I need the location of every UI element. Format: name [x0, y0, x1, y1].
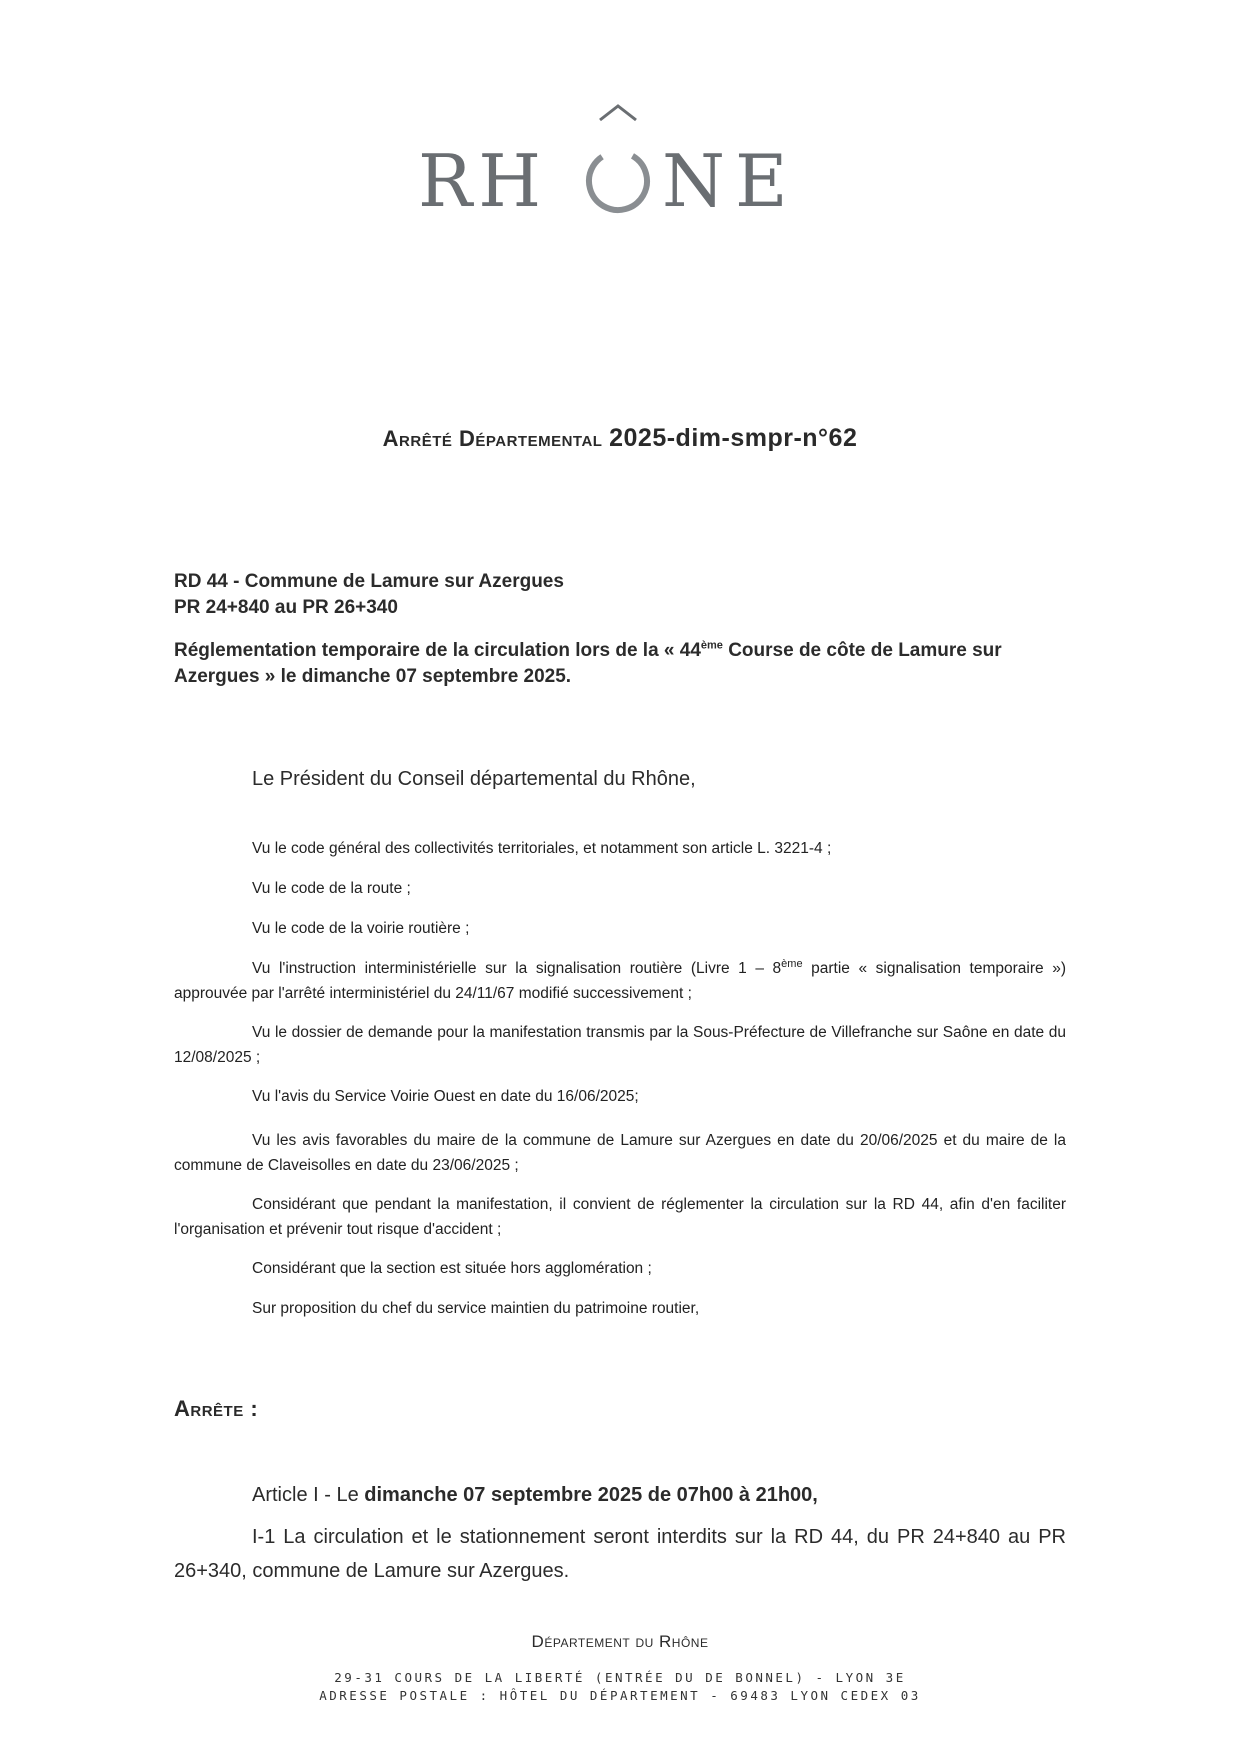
visa-4 — [174, 956, 1066, 1006]
visa-1: Vu le code général des collectivités territoriales, et notamment son article L. 3221-4 ; — [252, 840, 832, 857]
subject-reglementation — [174, 638, 1074, 690]
svg-text:NE: NE — [662, 139, 798, 223]
reglementation-part-b: Course de côte de Lamure sur Azergues » le dimanche 07 septembre 2025. — [174, 640, 1002, 687]
ring-icon — [578, 141, 657, 220]
visa-8 — [174, 1192, 1066, 1242]
arrete-heading: Arrête : — [174, 1396, 259, 1421]
visa-8-text: Considérant que pendant la manifestation, il convient de réglementer la circulation sur la RD 44, afin d'en faciliter l'organisation et prévenir tout risque d'accident ; — [174, 1196, 1066, 1238]
subject-road — [174, 569, 564, 621]
footer-org: Département du Rhône — [531, 1632, 709, 1651]
visa-6: Vu l'avis du Service Voirie Ouest en date du 16/06/2025; — [252, 1088, 639, 1105]
visa-3: Vu le code de la voirie routière ; — [252, 920, 470, 937]
visa-5 — [174, 1020, 1066, 1070]
visa-4-part-b: partie « signalisation temporaire ») approuvée par l'arrêté interministériel du 24/11/67 modifié successivement ; — [174, 960, 1066, 1002]
pr-line: PR 24+840 au PR 26+340 — [174, 597, 398, 618]
article-1-heading — [252, 1484, 818, 1507]
visa-4-part-a: Vu l'instruction interministérielle sur la signalisation routière (Livre 1 – 8 — [252, 960, 782, 977]
article-1-date: dimanche 07 septembre 2025 de 07h00 à 21h00, — [364, 1484, 818, 1506]
reglementation-part-a: Réglementation temporaire de la circulation lors de la « 44 — [174, 640, 701, 661]
road-line: RD 44 - Commune de Lamure sur Azergues — [174, 571, 564, 592]
reglementation-sup: ème — [700, 639, 723, 652]
visa-9: Considérant que la section est située hors agglomération ; — [252, 1260, 652, 1277]
president-line: Le Président du Conseil départemental du Rhône, — [252, 768, 696, 790]
footer-address-1: 29-31 COURS DE LA LIBERTÉ (ENTRÉE DU DE BONNEL) - LYON 3E — [334, 1670, 906, 1685]
visa-10: Sur proposition du chef du service maintien du patrimoine routier, — [252, 1300, 700, 1317]
visa-4-sup: ème — [781, 957, 803, 970]
title-number: 2025-dim-smpr-n°62 — [609, 424, 858, 452]
visa-5-text: Vu le dossier de demande pour la manifestation transmis par la Sous-Préfecture de Villefranche sur Saône en date du 12/08/2025 ; — [174, 1024, 1066, 1066]
title-prefix: Arrêté Départemental — [382, 426, 603, 451]
svg-text:RH: RH — [418, 139, 547, 223]
visa-7 — [174, 1128, 1066, 1178]
visa-2: Vu le code de la route ; — [252, 880, 411, 897]
document-title — [0, 424, 1240, 453]
article-1-i1-text: I-1 La circulation et le stationnement seront interdits sur la RD 44, du PR 24+840 au PR 26+340, commune de Lamure sur Azergues. — [174, 1526, 1066, 1582]
circumflex-icon — [600, 106, 636, 120]
article-1-i1 — [174, 1520, 1066, 1588]
rhone-logo-svg — [418, 98, 818, 230]
footer-address-2: ADRESSE POSTALE : HÔTEL DU DÉPARTEMENT - 69483 LYON CEDEX 03 — [319, 1688, 921, 1703]
article-1-label: Article I - Le — [252, 1484, 365, 1506]
visa-7-text: Vu les avis favorables du maire de la commune de Lamure sur Azergues en date du 20/06/2025 et du maire de la commune de Claveisolles en date du 23/06/2025 ; — [174, 1132, 1066, 1174]
rhone-logo — [418, 98, 818, 230]
